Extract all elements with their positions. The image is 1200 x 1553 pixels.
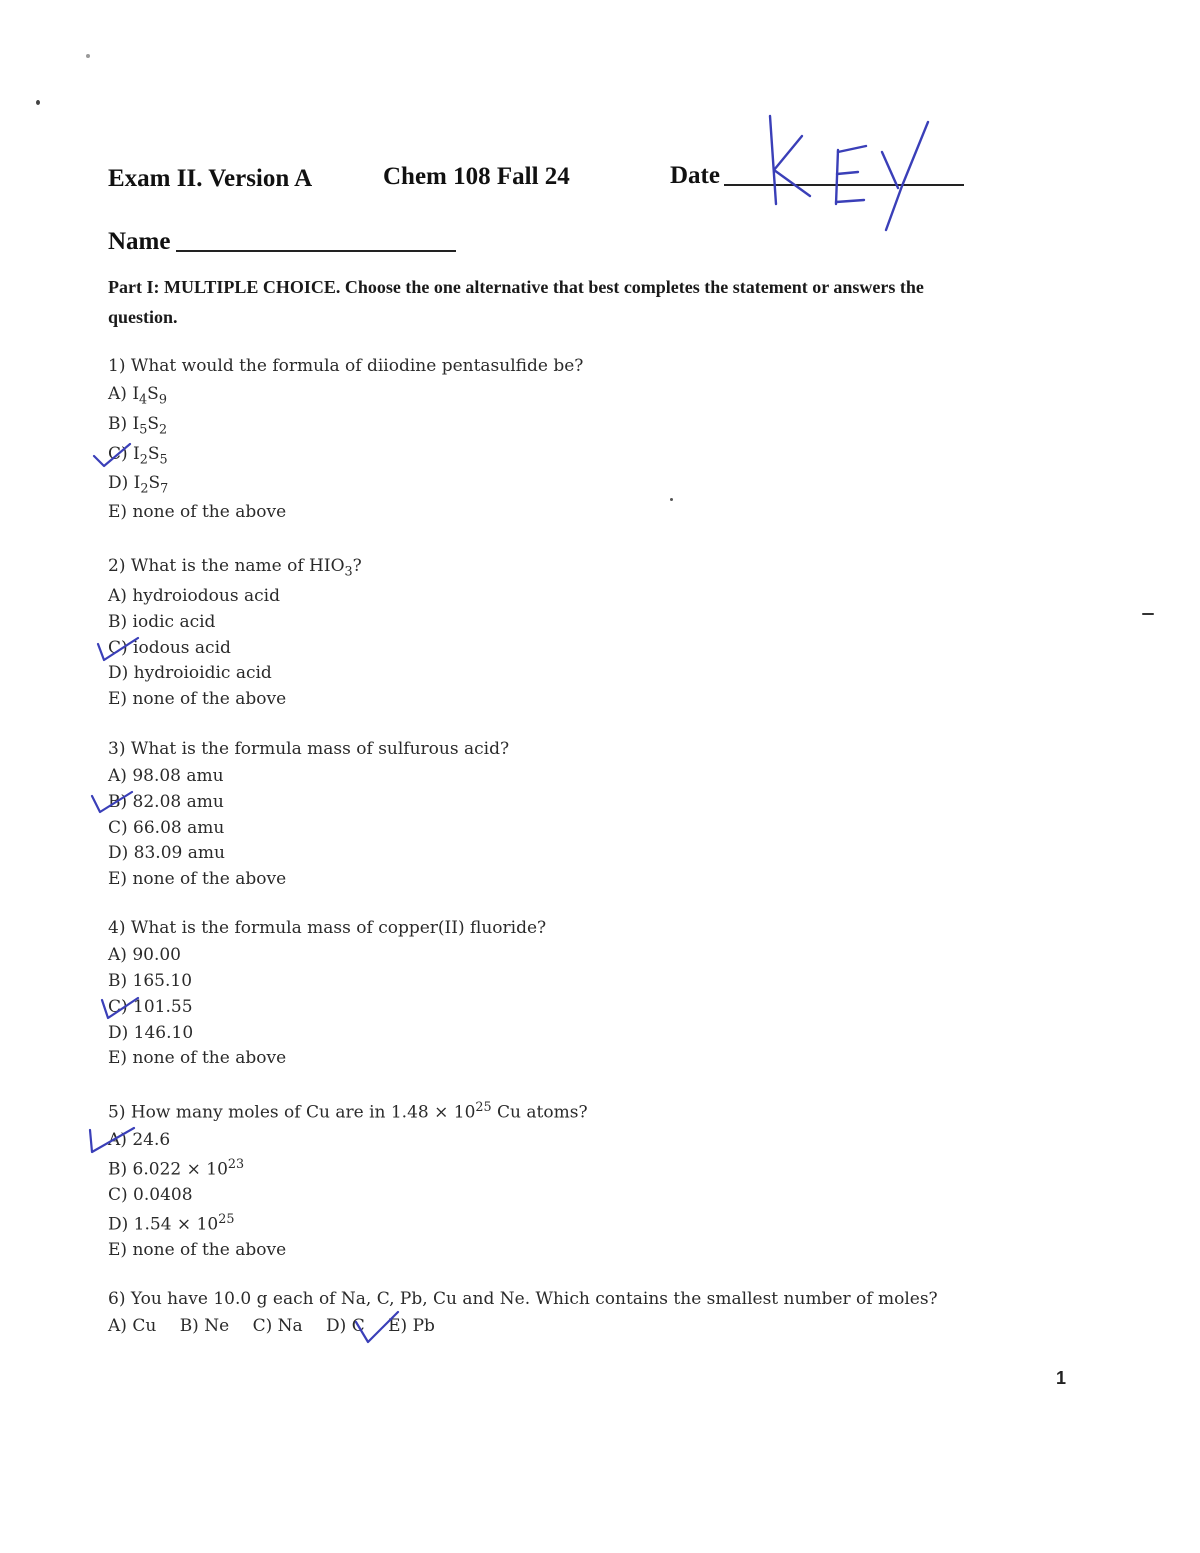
q5-option-d-sup: 25 [218,1212,235,1227]
scan-speck [86,54,90,58]
q2-option-c: C) iodous acid [108,638,231,658]
checkmark-q1 [90,440,150,470]
checkmark-q6 [352,1308,422,1348]
q6-option-c: C) Na [252,1316,303,1336]
q5-option-b-sup: 23 [227,1157,245,1172]
q2-option-d: D) hydroioidic acid [108,663,272,683]
course-title: Chem 108 Fall 24 [383,163,570,190]
q5-text-after: Cu atoms? [491,1102,588,1123]
checkmark-q3 [88,788,148,818]
q6-option-e: E) Pb [388,1316,435,1336]
question-2 [108,556,362,579]
q1-option-c: C) $I_2S_5$ [108,444,168,468]
q1-option-d: D) $I_2S_7$ [108,473,169,497]
q1-option-e: E) none of the above [108,502,287,522]
q4-option-a: A) 90.00 [108,945,181,965]
q3-option-b: B) 82.08 amu [108,792,224,812]
scan-speck [36,100,40,105]
question-3: 3) What is the formula mass of sulfurous acid? [108,739,510,759]
q5-option-e: E) none of the above [108,1240,287,1260]
q5-option-c: C) 0.0408 [108,1185,193,1205]
q5-option-b-text: B) 6.022 × 10 [108,1159,228,1180]
scan-speck [1142,613,1154,615]
name-label: Name [108,228,171,255]
q5-option-d-text: D) 1.54 × 10 [108,1214,219,1235]
page-number: 1 [1056,1368,1067,1388]
q6-option-b: B) Ne [179,1316,230,1336]
q5-text-sup: 25 [475,1100,492,1115]
q4-option-b: B) 165.10 [108,971,193,991]
q5-text-before: 5) How many moles of Cu are in 1.48 × 10 [108,1102,476,1123]
q1-option-b: B) $I_5S_2$ [108,414,168,438]
q3-option-a: A) 98.08 amu [108,766,224,786]
scan-speck [670,498,673,501]
q2-text-before: 2) What is the name of HIO [108,556,345,576]
q5-option-d [108,1212,234,1235]
q4-option-c: C) 101.55 [108,997,193,1017]
q1-option-a: A) $I_4S_9$ [108,384,167,408]
q4-option-e: E) none of the above [108,1048,287,1068]
q6-option-d: D) C [326,1316,365,1336]
q3-option-e: E) none of the above [108,869,287,889]
q3-option-c: C) 66.08 amu [108,818,225,838]
instructions-line2: question. [108,307,178,327]
name-line [176,250,456,252]
checkmark-q2 [94,634,154,664]
question-6: 6) You have 10.0 g each of Na, C, Pb, Cu and Ne. Which contains the smallest number of moles? [108,1289,938,1309]
handwritten-key [740,108,940,238]
checkmark-q5 [84,1122,154,1162]
q2-text-after: ? [352,556,362,576]
q3-option-d: D) 83.09 amu [108,843,225,863]
instructions-line1: Part I: MULTIPLE CHOICE. Choose the one alternative that best completes the statement or answers the [108,277,924,297]
q5-option-a: A) 24.6 [108,1130,171,1150]
q2-text-sub: 3 [344,564,353,580]
exam-title: Exam II. Version A [108,165,313,192]
q4-option-d: D) 146.10 [108,1023,194,1043]
q2-option-a: A) hydroiodous acid [108,586,280,606]
question-1: 1) What would the formula of diiodine pentasulfide be? [108,356,584,376]
date-label: Date [670,162,720,189]
q2-option-b: B) iodic acid [108,612,216,632]
question-4: 4) What is the formula mass of copper(II) fluoride? [108,918,547,938]
q2-option-e: E) none of the above [108,689,287,709]
question-5 [108,1100,588,1123]
q6-option-a: A) Cu [108,1316,157,1336]
checkmark-q4 [98,994,158,1024]
